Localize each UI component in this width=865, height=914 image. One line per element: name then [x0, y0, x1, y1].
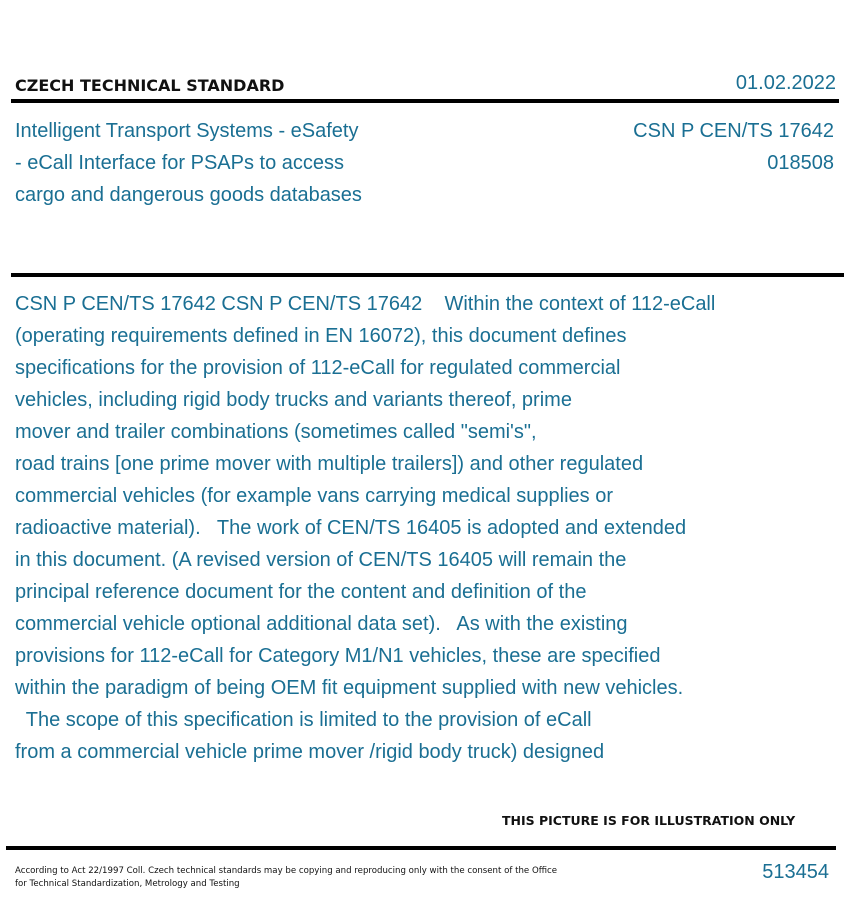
abstract-line: The scope of this specification is limited to the provision of eCall: [15, 709, 592, 731]
footer-number: 513454: [762, 861, 829, 883]
standard-designation: CSN P CEN/TS 17642: [633, 120, 834, 142]
header-divider: [11, 99, 839, 103]
standard-subject: [15, 115, 435, 211]
subject-line: cargo and dangerous goods databases: [15, 184, 362, 206]
abstract-line: CSN P CEN/TS 17642 CSN P CEN/TS 17642 Within the context of 112-eCall: [15, 293, 716, 315]
abstract-text: [15, 288, 815, 768]
legal-notice: [15, 865, 615, 890]
legal-line: for Technical Standardization, Metrology and Testing: [15, 878, 240, 889]
abstract-line: commercial vehicles (for example vans carrying medical supplies or: [15, 485, 613, 507]
abstract-line: (operating requirements defined in EN 16072), this document defines: [15, 325, 627, 347]
abstract-line: radioactive material). The work of CEN/TS 16405 is adopted and extended: [15, 517, 687, 539]
standard-type-title: CZECH TECHNICAL STANDARD: [15, 76, 285, 95]
section-divider: [11, 273, 844, 277]
standard-code-block: [633, 115, 834, 179]
abstract-line: principal reference document for the content and definition of the: [15, 581, 587, 603]
catalog-number: 018508: [767, 152, 834, 174]
subject-line: - eCall Interface for PSAPs to access: [15, 152, 345, 174]
subject-line: Intelligent Transport Systems - eSafety: [15, 120, 359, 142]
abstract-line: in this document. (A revised version of CEN/TS 16405 will remain the: [15, 549, 627, 571]
legal-line: According to Act 22/1997 Coll. Czech technical standards may be copying and reproducing only with the consent of the Office: [15, 866, 558, 876]
illustration-disclaimer: THIS PICTURE IS FOR ILLUSTRATION ONLY: [502, 813, 796, 828]
abstract-line: road trains [one prime mover with multiple trailers]) and other regulated: [15, 453, 644, 475]
abstract-line: specifications for the provision of 112-eCall for regulated commercial: [15, 357, 621, 379]
abstract-line: from a commercial vehicle prime mover /rigid body truck) designed: [15, 741, 605, 763]
footer-divider: [6, 846, 836, 850]
abstract-line: provisions for 112-eCall for Category M1/N1 vehicles, these are specified: [15, 645, 661, 667]
abstract-line: vehicles, including rigid body trucks and variants thereof, prime: [15, 389, 572, 411]
publication-date: 01.02.2022: [735, 72, 836, 94]
abstract-line: commercial vehicle optional additional data set). As with the existing: [15, 613, 628, 635]
abstract-line: within the paradigm of being OEM fit equipment supplied with new vehicles.: [15, 677, 684, 699]
abstract-line: mover and trailer combinations (sometimes called "semi's",: [15, 421, 537, 443]
